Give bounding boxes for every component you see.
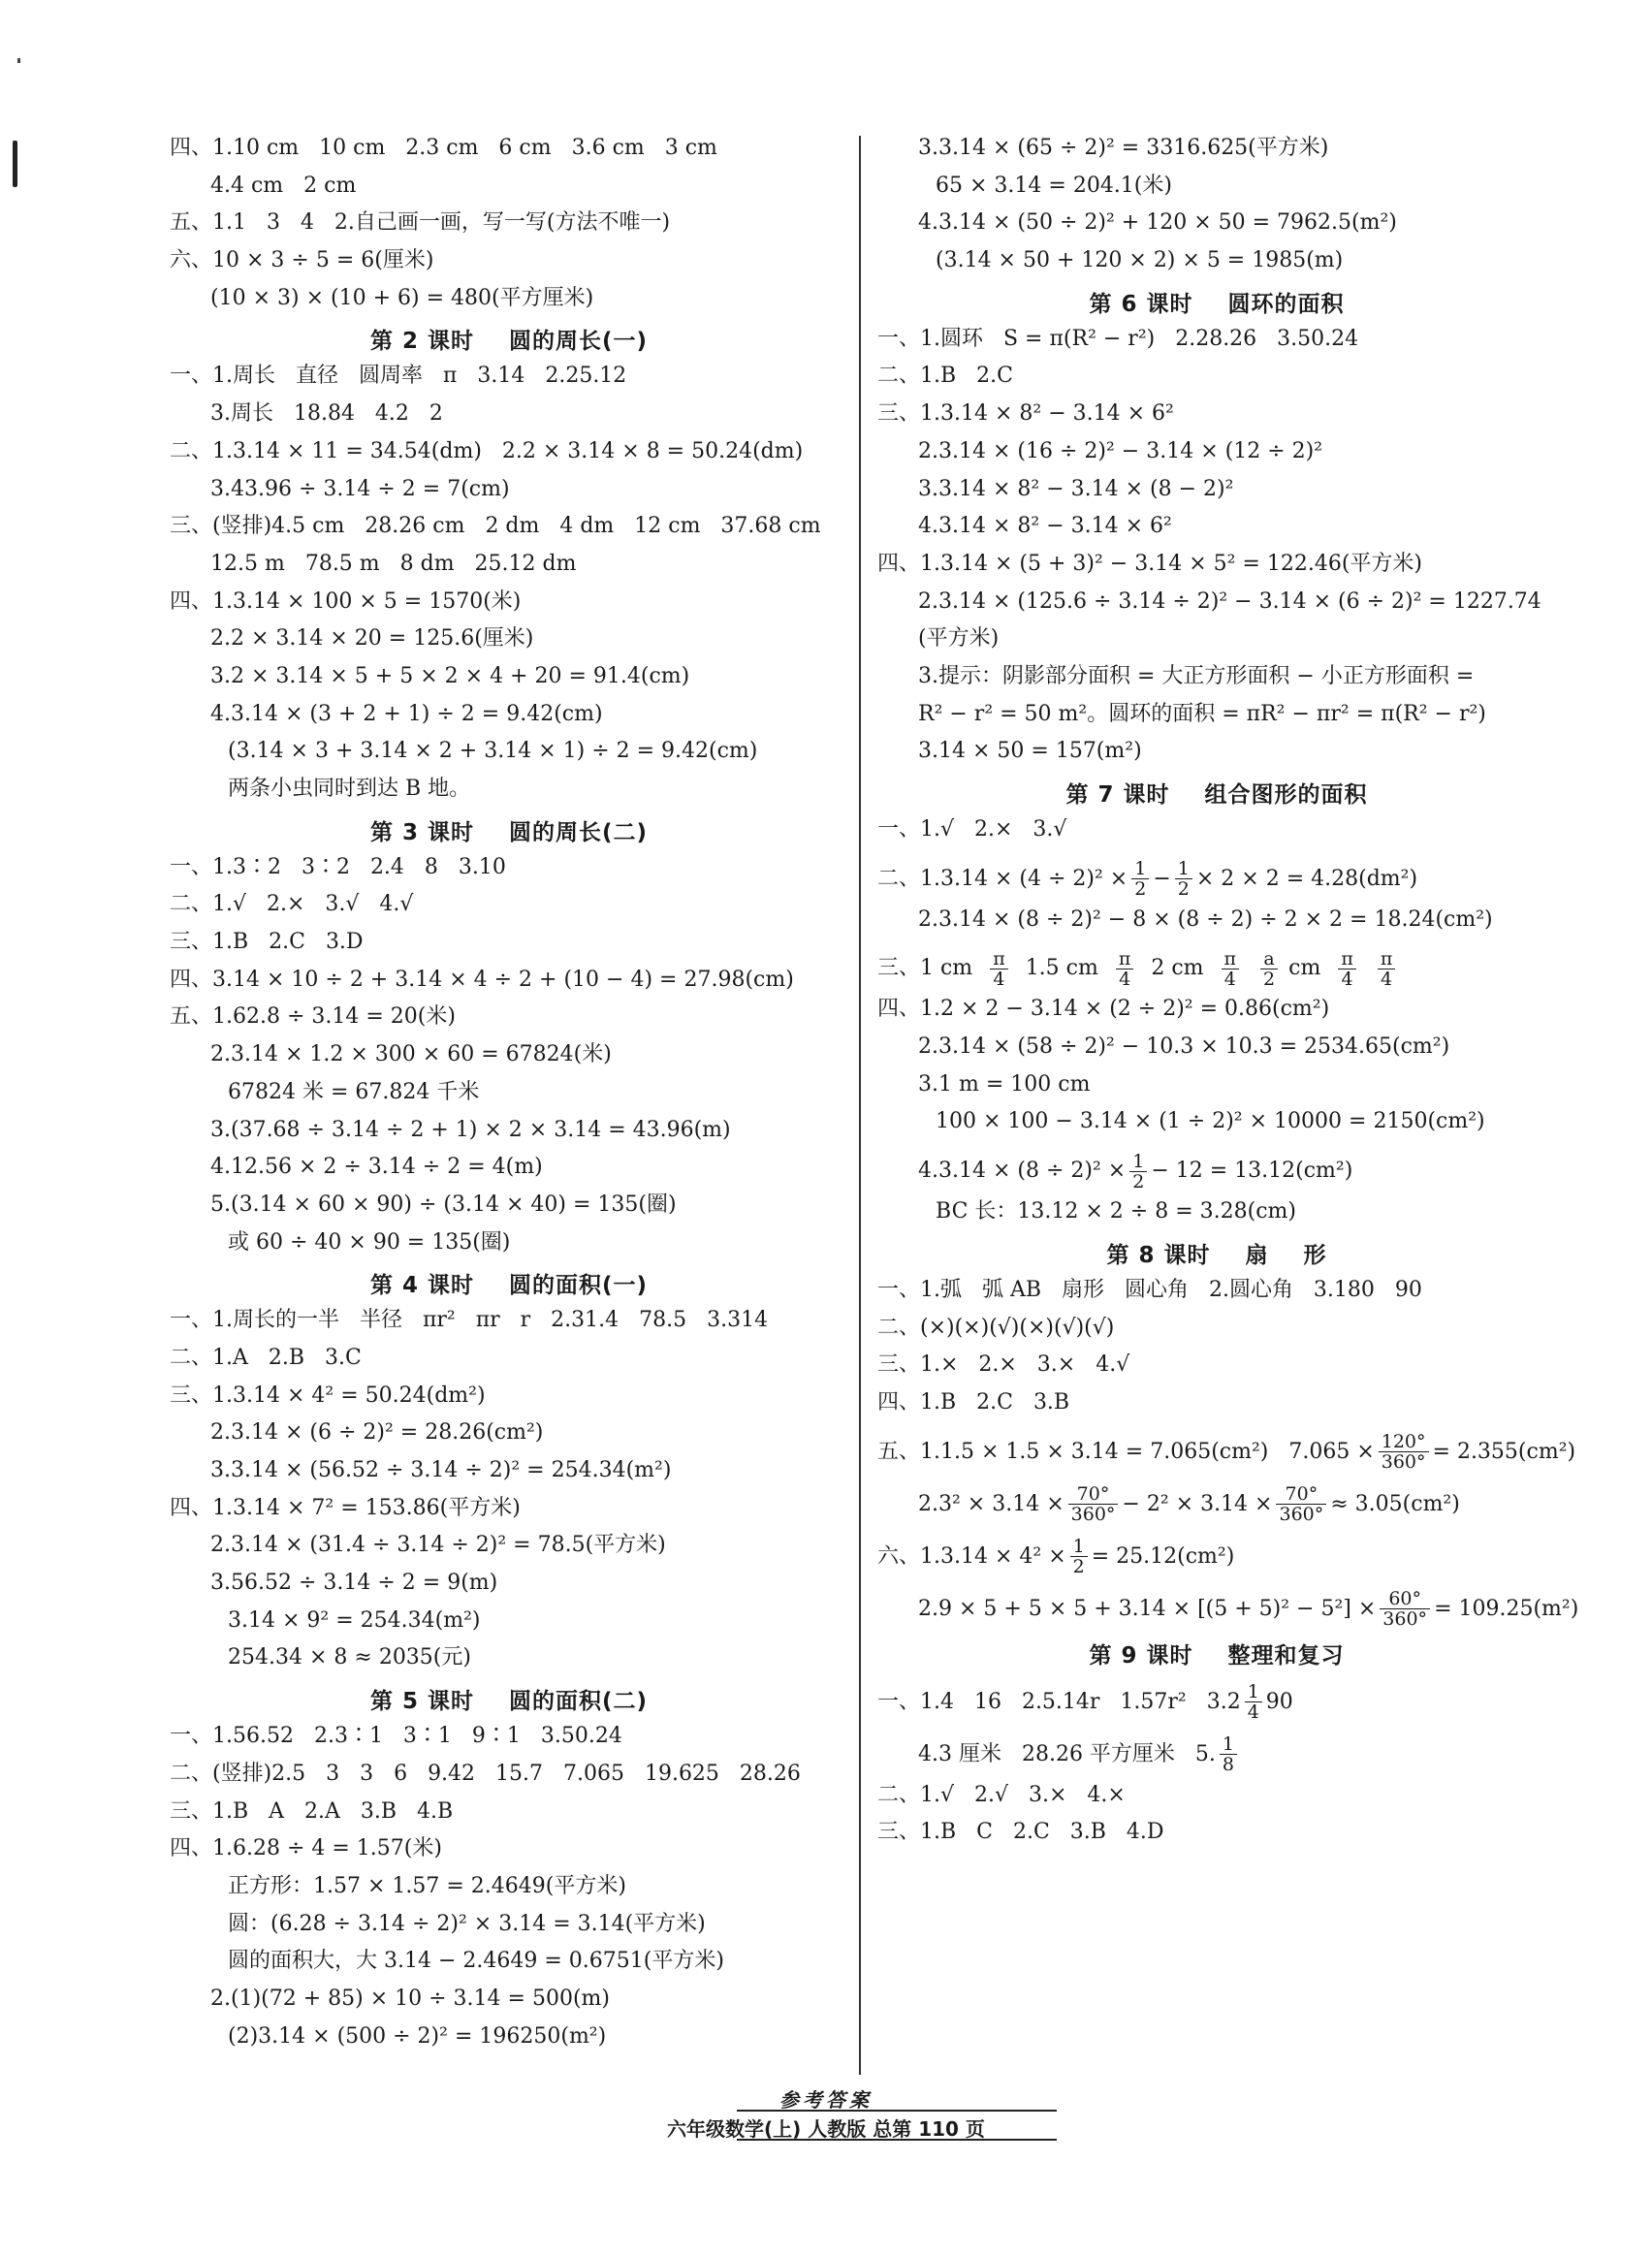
- lesson-title: 第 5 课时 圆的面积(二): [369, 1689, 649, 1715]
- fraction-denominator: 360°: [1070, 1504, 1116, 1526]
- fraction-denominator: 4: [1119, 968, 1131, 990]
- text-segment: ≈ 3.05(cm²): [1330, 1491, 1460, 1516]
- answer-line-fraction: [877, 853, 1556, 906]
- fraction: [1129, 1152, 1147, 1192]
- answer-line-fraction: [877, 1426, 1576, 1478]
- answer-line: 2.3.14 × (58 ÷ 2)² − 10.3 × 10.3 = 2534.65(cm²): [918, 1034, 1450, 1060]
- fraction-numerator: 1: [1245, 1682, 1262, 1702]
- answer-line: 2.3.14 × (6 ÷ 2)² = 28.26(cm²): [210, 1420, 544, 1446]
- answer-line: 3.3.14 × 8² − 3.14 × (8 − 2)²: [918, 476, 1234, 501]
- fraction: [1276, 1484, 1326, 1524]
- answer-line: 4.3.14 × 8² − 3.14 × 6²: [918, 514, 1172, 539]
- fraction: [1245, 1682, 1262, 1722]
- answer-line: (2)3.14 × (500 ÷ 2)² = 196250(m²): [228, 2023, 607, 2049]
- right-column: [877, 134, 1579, 1856]
- fraction: [1068, 1484, 1119, 1524]
- answer-line: 圆的面积大，大 3.14 − 2.4649 = 0.6751(平方米): [228, 1949, 724, 1974]
- answer-line: 254.34 × 8 ≈ 2035(元): [228, 1645, 471, 1670]
- fraction-numerator: 1: [1129, 1152, 1147, 1172]
- fraction-denominator: 360°: [1382, 1608, 1428, 1631]
- answer-line: 二、1.A 2.B 3.C: [170, 1345, 362, 1370]
- fraction-numerator: π: [1222, 949, 1240, 970]
- text-segment: 一、1.4 16 2.5.14r 1.57r² 3.2: [877, 1689, 1241, 1714]
- answer-line: 四、1.2 × 2 − 3.14 × (2 ÷ 2)² = 0.86(cm²): [877, 997, 1330, 1022]
- answer-line-fraction: [877, 942, 1556, 995]
- answer-line: 2.3.14 × 1.2 × 300 × 60 = 67824(米): [210, 1042, 612, 1067]
- answer-line: 3.周长 18.84 4.2 2: [210, 401, 443, 427]
- fraction-numerator: 70°: [1276, 1484, 1326, 1505]
- text-segment: 4.3 厘米 28.26 平方厘米 5.: [918, 1741, 1216, 1766]
- text-segment: = 25.12(cm²): [1091, 1543, 1235, 1569]
- answer-line: 2.2 × 3.14 × 20 = 125.6(厘米): [210, 626, 534, 652]
- answer-line: 三、1.3.14 × 8² − 3.14 × 6²: [877, 401, 1174, 427]
- fraction: [1175, 859, 1192, 899]
- answer-line: 4.3.14 × (50 ÷ 2)² + 120 × 50 = 7962.5(m²): [918, 210, 1397, 236]
- lesson-title: 第 7 课时 组合图形的面积: [1065, 782, 1368, 808]
- lesson-title: 第 9 课时 整理和复习: [1089, 1642, 1345, 1669]
- answer-line: 三、(竖排)4.5 cm 28.26 cm 2 dm 4 dm 12 cm 37.68 cm: [170, 514, 821, 539]
- text-segment: cm: [1288, 956, 1321, 981]
- lesson-title: 第 3 课时 圆的周长(二): [369, 819, 649, 845]
- text-segment: 4.3.14 × (8 ÷ 2)² ×: [918, 1159, 1127, 1184]
- fraction: [1222, 949, 1240, 989]
- lesson-title: 第 2 课时 圆的周长(一): [369, 329, 649, 355]
- fraction-denominator: 2: [1132, 1170, 1145, 1192]
- scan-mark: [13, 141, 17, 187]
- answer-line: 3.(37.68 ÷ 3.14 ÷ 2 + 1) × 2 × 3.14 = 43.96(m): [210, 1117, 731, 1142]
- answer-line: 二、(×)(×)(√)(×)(√)(√): [877, 1315, 1115, 1340]
- fraction-denominator: 2: [1072, 1556, 1085, 1578]
- text-segment: 二、1.3.14 × (4 ÷ 2)² ×: [877, 866, 1128, 891]
- fraction-denominator: 4: [1341, 968, 1353, 990]
- answer-line: (平方米): [918, 626, 1000, 652]
- answer-line: 四、1.B 2.C 3.B: [877, 1389, 1070, 1415]
- footer-title: 参考答案: [779, 2088, 873, 2112]
- answer-line: 二、(竖排)2.5 3 3 6 9.42 15.7 7.065 19.625 28.26: [170, 1761, 801, 1786]
- answer-line: 5.(3.14 × 60 × 90) ÷ (3.14 × 40) = 135(圈): [210, 1192, 677, 1217]
- answer-line: 圆：(6.28 ÷ 3.14 ÷ 2)² × 3.14 = 3.14(平方米): [228, 1911, 706, 1936]
- answer-line: 四、1.3.14 × (5 + 3)² − 3.14 × 5² = 122.46(平方米): [877, 551, 1422, 576]
- fraction: [1379, 1432, 1429, 1472]
- answer-line: 四、1.6.28 ÷ 4 = 1.57(米): [170, 1836, 442, 1861]
- answer-line: 一、1.圆环 S = π(R² − r²) 2.28.26 3.50.24: [877, 326, 1359, 351]
- answer-line: 2.3.14 × (31.4 ÷ 3.14 ÷ 2)² = 78.5(平方米): [210, 1533, 666, 1558]
- fraction: [1070, 1537, 1088, 1576]
- answer-line: 二、1.3.14 × 11 = 34.54(dm) 2.2 × 3.14 × 8 = 50.24(dm): [170, 438, 804, 463]
- fraction-numerator: 120°: [1379, 1432, 1429, 1452]
- answer-line: 四、1.3.14 × 7² = 153.86(平方米): [170, 1495, 521, 1520]
- answer-line: 五、1.62.8 ÷ 3.14 = 20(米): [170, 1004, 456, 1030]
- fraction: [1338, 949, 1356, 989]
- answer-line: 3.1 m = 100 cm: [918, 1071, 1091, 1097]
- answer-line-fraction: [877, 1531, 1556, 1583]
- fraction-numerator: a: [1260, 949, 1278, 970]
- answer-line: 2.3.14 × (16 ÷ 2)² − 3.14 × (12 ÷ 2)²: [918, 438, 1323, 463]
- text-segment: − 12 = 13.12(cm²): [1151, 1159, 1353, 1184]
- answer-line: 12.5 m 78.5 m 8 dm 25.12 dm: [210, 551, 577, 576]
- text-segment: = 109.25(m²): [1434, 1596, 1579, 1621]
- fraction-numerator: 1: [1131, 859, 1149, 879]
- text-segment: −: [1153, 866, 1171, 891]
- answer-line: 三、1.B A 2.A 3.B 4.B: [170, 1798, 454, 1824]
- answer-line: 67824 米 = 67.824 千米: [228, 1079, 480, 1104]
- answer-line: 正方形：1.57 × 1.57 = 2.4649(平方米): [228, 1873, 626, 1898]
- text-segment: 2.3² × 3.14 ×: [918, 1491, 1064, 1516]
- answer-line: 3.提示：阴影部分面积 = 大正方形面积 − 小正方形面积 =: [918, 663, 1475, 688]
- fraction-denominator: 360°: [1381, 1451, 1426, 1474]
- answer-line: (3.14 × 3 + 3.14 × 2 + 3.14 × 1) ÷ 2 = 9.42(cm): [228, 739, 758, 764]
- lesson-title: 第 8 课时 扇 形: [1106, 1242, 1327, 1268]
- answer-line: 二、1.√ 2.√ 3.× 4.×: [877, 1782, 1126, 1807]
- left-column: [170, 134, 848, 2059]
- text-segment: × 2 × 2 = 4.28(dm²): [1195, 866, 1418, 891]
- fraction: [1220, 1734, 1237, 1774]
- answer-line: (3.14 × 50 + 120 × 2) × 5 = 1985(m): [936, 248, 1344, 273]
- fraction-numerator: 1: [1175, 859, 1192, 879]
- answer-line: 2.3.14 × (8 ÷ 2)² − 8 × (8 ÷ 2) ÷ 2 × 2 = 18.24(cm²): [918, 906, 1493, 932]
- answer-line: 一、1.√ 2.× 3.√: [877, 817, 1067, 842]
- answer-line-fraction: [877, 1676, 1556, 1729]
- fraction-denominator: 4: [1381, 968, 1393, 990]
- fraction-denominator: 360°: [1279, 1504, 1324, 1526]
- fraction: [1378, 949, 1396, 989]
- lesson-title: 第 6 课时 圆环的面积: [1089, 291, 1345, 317]
- fraction-numerator: 70°: [1068, 1484, 1119, 1505]
- answer-line: 三、1.× 2.× 3.× 4.√: [877, 1352, 1130, 1378]
- answer-line: 2.3.14 × (125.6 ÷ 3.14 ÷ 2)² − 3.14 × (6 ÷ 2)² = 1227.74: [918, 588, 1541, 614]
- answer-line: 4.3.14 × (3 + 2 + 1) ÷ 2 = 9.42(cm): [210, 701, 603, 726]
- answer-line: 3.14 × 50 = 157(m²): [918, 739, 1142, 764]
- answer-line: 4.4 cm 2 cm: [210, 173, 357, 198]
- answer-line: 两条小虫同时到达 B 地。: [228, 777, 471, 801]
- fraction: [1131, 859, 1149, 899]
- answer-line: 3.3.14 × (56.52 ÷ 3.14 ÷ 2)² = 254.34(m²): [210, 1458, 672, 1482]
- answer-line: 一、1.3∶2 3∶2 2.4 8 3.10: [170, 854, 506, 879]
- answer-line: 一、1.周长的一半 半径 πr² πr r 2.31.4 78.5 3.314: [170, 1308, 769, 1333]
- fraction-denominator: 8: [1222, 1754, 1234, 1776]
- answer-line: 3.43.96 ÷ 3.14 ÷ 2 = 7(cm): [210, 476, 510, 501]
- fraction: [1380, 1589, 1430, 1629]
- answer-line: 65 × 3.14 = 204.1(米): [936, 173, 1172, 198]
- fraction-numerator: π: [990, 949, 1008, 970]
- answer-line: 3.3.14 × (65 ÷ 2)² = 3316.625(平方米): [918, 136, 1329, 160]
- fraction: [1116, 949, 1134, 989]
- fraction-numerator: 60°: [1380, 1589, 1430, 1609]
- fraction-denominator: 4: [993, 968, 1005, 990]
- text-segment: 2.9 × 5 + 5 × 5 + 3.14 × [(5 + 5)² − 5²] ×: [918, 1596, 1377, 1621]
- footer-info: 六年级数学(上) 人教版 总第 110 页: [667, 2117, 985, 2141]
- answer-line: 或 60 ÷ 40 × 90 = 135(圈): [228, 1229, 511, 1255]
- text-segment: 五、1.1.5 × 1.5 × 3.14 = 7.065(cm²) 7.065 ×: [877, 1439, 1375, 1464]
- text-segment: = 2.355(cm²): [1432, 1439, 1576, 1464]
- answer-line: BC 长：13.12 × 2 ÷ 8 = 3.28(cm): [936, 1199, 1296, 1224]
- answer-line: 一、1.弧 弧 AB 扇形 圆心角 2.圆心角 3.180 90: [877, 1277, 1422, 1302]
- answer-line-fraction: [877, 1478, 1556, 1531]
- fraction-denominator: 2: [1177, 878, 1190, 901]
- answer-line-fraction: [877, 1145, 1556, 1197]
- lesson-title: 第 4 课时 圆的面积(一): [369, 1273, 649, 1299]
- answer-line: 四、1.10 cm 10 cm 2.3 cm 6 cm 3.6 cm 3 cm: [170, 136, 717, 160]
- fraction-denominator: 4: [1223, 968, 1236, 990]
- answer-line: 一、1.周长 直径 圆周率 π 3.14 2.25.12: [170, 364, 627, 389]
- fraction-numerator: π: [1116, 949, 1134, 970]
- fraction-denominator: 2: [1263, 968, 1276, 990]
- fraction: [990, 949, 1008, 989]
- fraction: [1260, 949, 1278, 989]
- scan-mark-dot: [17, 58, 20, 63]
- answer-line-fraction: [877, 1583, 1579, 1636]
- answer-line: 3.2 × 3.14 × 5 + 5 × 2 × 4 + 20 = 91.4(cm): [210, 663, 690, 688]
- answer-line: 3.14 × 9² = 254.34(m²): [228, 1607, 481, 1633]
- answer-line: (10 × 3) × (10 + 6) = 480(平方厘米): [210, 285, 594, 310]
- answer-line: 三、1.B 2.C 3.D: [170, 930, 364, 955]
- text-segment: − 2² × 3.14 ×: [1122, 1491, 1273, 1516]
- fraction-numerator: 1: [1070, 1537, 1088, 1557]
- answer-line: 三、1.3.14 × 4² = 50.24(dm²): [170, 1383, 486, 1408]
- answer-line: 六、10 × 3 ÷ 5 = 6(厘米): [170, 248, 434, 273]
- text-segment: 六、1.3.14 × 4² ×: [877, 1543, 1066, 1569]
- text-segment: 2 cm: [1151, 956, 1204, 981]
- fraction-denominator: 4: [1247, 1701, 1259, 1724]
- fraction-numerator: π: [1378, 949, 1396, 970]
- answer-line: 四、1.3.14 × 100 × 5 = 1570(米): [170, 588, 522, 614]
- answer-line: 五、1.1 3 4 2.自己画一画，写一写(方法不唯一): [170, 210, 671, 236]
- answer-line: 100 × 100 − 3.14 × (1 ÷ 2)² × 10000 = 2150(cm²): [936, 1109, 1485, 1134]
- answer-line: 三、1.B C 2.C 3.B 4.D: [877, 1820, 1164, 1845]
- answer-line: 一、1.56.52 2.3∶1 3∶1 9∶1 3.50.24: [170, 1724, 622, 1749]
- answer-line-fraction: [877, 1729, 1556, 1781]
- fraction-denominator: 2: [1134, 878, 1147, 901]
- answer-line: 二、1.√ 2.× 3.√ 4.√: [170, 892, 414, 917]
- text-segment: 1.5 cm: [1025, 956, 1098, 981]
- answer-line: R² − r² = 50 m²。圆环的面积 = πR² − πr² = π(R² − r²): [918, 701, 1486, 726]
- answer-line: 4.12.56 × 2 ÷ 3.14 ÷ 2 = 4(m): [210, 1155, 543, 1180]
- text-segment: 90: [1265, 1689, 1293, 1714]
- answer-line: 3.56.52 ÷ 3.14 ÷ 2 = 9(m): [210, 1571, 498, 1596]
- column-divider: [859, 136, 861, 2075]
- text-segment: 三、1 cm: [877, 956, 973, 981]
- fraction-numerator: 1: [1220, 1734, 1237, 1755]
- answer-line: 四、3.14 × 10 ÷ 2 + 3.14 × 4 ÷ 2 + (10 − 4) = 27.98(cm): [170, 967, 794, 992]
- fraction-numerator: π: [1338, 949, 1356, 970]
- answer-line: 2.(1)(72 + 85) × 10 ÷ 3.14 = 500(m): [210, 1986, 610, 2011]
- answer-line: 二、1.B 2.C: [877, 364, 1013, 389]
